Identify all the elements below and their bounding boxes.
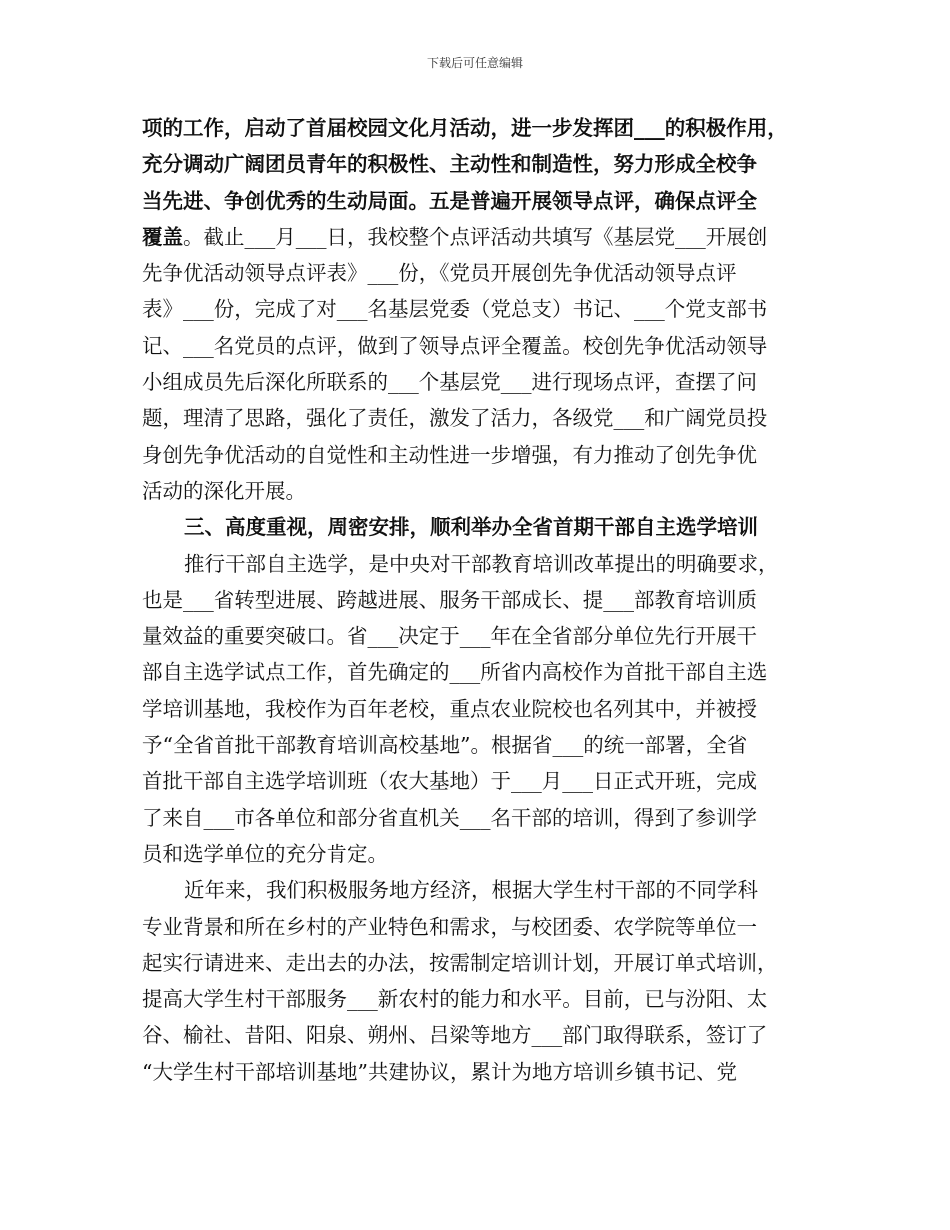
text-line: 当先进、争创优秀的生动局面。五是普遍开展领导点评，确保点评全 (142, 188, 757, 213)
text-line (142, 219, 812, 255)
text-line: 充分调动广阔团员青年的积极性、主动性和制造性，努力形成全校争 (142, 152, 757, 177)
text-line: 量效益的重要突破口。省___决定于___年在全省部分单位先行开展干 (142, 624, 757, 649)
text-line: 也是___省转型进展、跨越进展、服务干部成长、提___部教育培训质 (142, 587, 757, 612)
text-line: 表》___份，完成了对___名基层党委（党总支）书记、___个党支部书 (142, 297, 768, 322)
text-line: 小组成员先后深化所联系的___个基层党___进行现场点评，查摆了问 (142, 370, 757, 395)
bold-phrase: 覆盖 (142, 224, 183, 249)
text-line: 专业背景和所在乡村的产业特色和需求，与校团委、农学院等单位一 (142, 914, 757, 939)
section-heading: 三、高度重视，周密安排，顺利举办全省首期干部自主选学培训 (184, 515, 758, 540)
text-line: “大学生村干部培训基地”共建协议，累计为地方培训乡镇书记、党 (142, 1059, 737, 1084)
text-line: 记、___名党员的点评，做到了领导点评全覆盖。校创先争优活动领导 (142, 333, 768, 358)
text-line: 项的工作，启动了首届校园文化月活动，进一步发挥团___的积极作用， (142, 116, 788, 140)
text-line: 提高大学生村干部服务___新农村的能力和水平。目前，已与汾阳、太 (142, 987, 768, 1012)
text-line: 予“全省首批干部教育培训高校基地”。根据省___的统一部署，全省 (142, 733, 748, 758)
text-line-rest: 。截止___月___日，我校整个点评活动共填写《基层党___开展创 (183, 224, 768, 249)
text-line: 首批干部自主选学培训班（农大基地）于___月___日正式开班，完成 (142, 769, 757, 794)
paragraph-start: 推行干部自主选学，是中央对干部教育培训改革提出的明确要求， (184, 551, 779, 576)
text-line: 起实行请进来、走出去的办法，按需制定培训计划，开展订单式培训， (142, 950, 778, 975)
paragraph-start: 近年来，我们积极服务地方经济，根据大学生村干部的不同学科 (184, 878, 758, 903)
text-line: 员和选学单位的充分肯定。 (142, 841, 388, 866)
page-header: 下载后可任意编辑 (426, 56, 523, 70)
text-line: 活动的深化开展。 (142, 478, 306, 503)
document-body (142, 110, 812, 1090)
text-line: 题，理清了思路，强化了责任，激发了活力，各级党___和广阔党员投 (142, 406, 768, 431)
text-line: 先争优活动领导点评表》___份，《党员开展创先争优活动领导点评 (142, 261, 737, 286)
text-line: 部自主选学试点工作，首先确定的___所省内高校作为首批干部自主选 (142, 660, 768, 685)
text-line: 身创先争优活动的自觉性和主动性进一步增强，有力推动了创先争优 (142, 442, 757, 467)
text-line: 学培训基地，我校作为百年老校，重点农业院校也名列其中，并被授 (142, 696, 757, 721)
text-line: 谷、榆社、昔阳、阳泉、朔州、吕梁等地方___部门取得联系，签订了 (142, 1023, 768, 1048)
text-line: 了来自___市各单位和部分省直机关___名干部的培训，得到了参训学 (142, 805, 757, 830)
